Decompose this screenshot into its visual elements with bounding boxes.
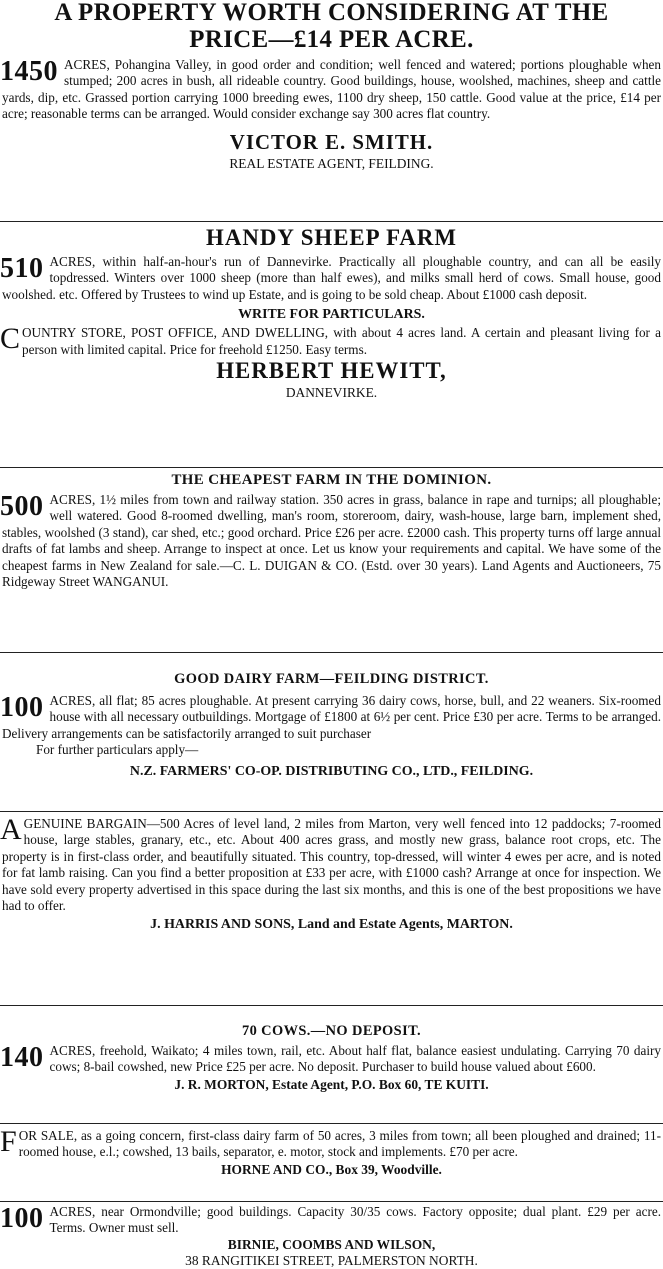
lead-acreage-number: 100	[0, 1203, 44, 1234]
drop-cap-letter: A	[0, 813, 22, 846]
ad-handy-sheep-farm	[0, 224, 663, 401]
ad-body-text: ACRES, all flat; 85 acres ploughable. At present carrying 36 dairy cows, horse, bull, and 22 weaners. Six-roomed house with all necessary outbuildings. Mortgage of £1800 at 6½ per cent. Price £30 per acre. Terms to be arranged. Delivery arrangements can be satisfactorily arranged to suit purchaser	[2, 693, 661, 741]
lead-acreage-number: 510	[0, 253, 44, 284]
lead-acreage-number: 1450	[0, 56, 58, 87]
agent-line: J. R. MORTON, Estate Agent, P.O. Box 60, TE KUITI.	[174, 1076, 489, 1092]
lead-acreage-number: 500	[0, 491, 44, 522]
lead-acreage-number: 140	[0, 1042, 44, 1073]
agent-address: DANNEVIRKE.	[285, 385, 378, 401]
divider-rule	[0, 467, 663, 468]
ad-body-text: ACRES, freehold, Waikato; 4 miles town, rail, etc. About half flat, balance easiest undulating. Carrying 70 dairy cows; 8-bail cowshed, new Price £25 per acre. No deposit. Purchaser to build house valued about £600.	[49, 1043, 661, 1075]
divider-rule	[0, 811, 663, 812]
divider-rule	[0, 1123, 663, 1124]
ad-pohangina-valley	[0, 0, 663, 173]
agent-name: VICTOR E. SMITH.	[229, 129, 434, 154]
ad-body-text: OR SALE, as a going concern, first-class dairy farm of 50 acres, 3 miles from town; all been ploughed and drained; 11-roomed house, e.l.; cowshed, 13 bails, separator, e. motor, stock and implements. £70 per acre.	[18, 1128, 661, 1160]
agent-name: HERBERT HEWITT,	[216, 358, 447, 384]
drop-cap-letter: C	[0, 322, 21, 356]
divider-rule	[0, 1005, 663, 1006]
drop-cap-letter: F	[0, 1125, 17, 1158]
divider-rule	[0, 652, 663, 653]
ad-headline-line-2: PRICE—£14 PER ACRE.	[189, 26, 474, 53]
ad-body-text: ACRES, Pohangina Valley, in good order and condition; well fenced and watered; portions ploughable when stumped; 200 acres in bush, all rideable country. Good buildings, house, woolshed, machines, sheep and cattle yards, dip, etc. Grassed portion carrying 1000 breeding ewes, 1100 dry sheep, 150 cattle. Good value at the price, £14 per acre; reasonable terms can be arranged. Would consider exchange say 300 acres flat country.	[2, 57, 661, 122]
ad-body-text: ACRES, within half-an-hour's run of Dannevirke. Practically all ploughable country, and can all be easily topdressed. Winters over 1000 sheep (more than half ewes), and milks small herd of cows. Small house, good woolshed. etc. Offered by Trustees to wind up Estate, and is going to be sold cheap. About £1000 cash deposit.	[2, 254, 661, 302]
ad-ormondville	[0, 1204, 663, 1269]
agent-address: REAL ESTATE AGENT, FEILDING.	[229, 155, 434, 171]
ad-seventy-cows	[0, 1022, 663, 1094]
ad-good-dairy-farm	[0, 670, 663, 781]
ad-body-text: ACRES, near Ormondville; good buildings. Capacity 30/35 cows. Factory opposite; dual plant. £29 per acre. Terms. Owner must sell.	[49, 1204, 661, 1236]
ad-body-text: ACRES, 1½ miles from town and railway station. 350 acres in grass, balance in rape and turnips; all ploughable; well watered. Good 8-roomed dwelling, man's room, storeroom, dairy, wash-house, large barn, implement shed, stables, woolshed (3 stand), car shed, etc.; good orchard. Price £26 per acre. £2000 cash. This property turns off large annual drafts of fat lambs and sheep. Arrange to inspect at once. Let us know your requirements and capital. We have some of the cheapest farms in New Zealand for sale.—C. L. DUIGAN & CO. (Estd. over 30 years). Land Agents and Auctioneers, 75 Ridgeway Street WANGANUI.	[2, 492, 661, 590]
ad-headline-line-1: A PROPERTY WORTH CONSIDERING AT THE	[54, 0, 609, 26]
ad-for-sale-dairy	[0, 1125, 663, 1178]
agent-line: J. HARRIS AND SONS, Land and Estate Agents, MARTON.	[150, 917, 513, 933]
ad-body-text: GENUINE BARGAIN—500 Acres of level land, 2 miles from Marton, very well fenced into 12 paddocks; 7-roomed house, large stables, granary, etc., etc. About 400 acres grass, and mostly new grass, balance root crops, etc. The property is in first-class order, and beautifully situated. This country, top-dressed, will winter 4 ewes per acre, and is noted for fat lamb raising. Can you find a better proposition at £33 per acre, with £1000 cash? Arrange at once for inspection. We have sold every property advertised in this space during the last six months, and this is one of the best propositions we have had to offer.	[2, 816, 661, 914]
divider-rule	[0, 221, 663, 222]
ad-cheapest-farm	[0, 471, 663, 590]
agent-address: 38 RANGITIKEI STREET, PALMERSTON NORTH.	[185, 1252, 478, 1268]
divider-rule	[0, 1201, 663, 1202]
agent-line: N.Z. FARMERS' CO-OP. DISTRIBUTING CO., LTD., FEILDING.	[129, 763, 534, 779]
lead-acreage-number: 100	[0, 692, 44, 723]
ad-headline: 70 COWS.—NO DEPOSIT.	[241, 1023, 422, 1039]
ad-body-text-2: OUNTRY STORE, POST OFFICE, AND DWELLING, with about 4 acres land. A certain and pleasant living for a person with limited capital. Price for freehold £1250. Easy terms.	[22, 325, 661, 357]
ad-headline: HANDY SHEEP FARM	[206, 225, 457, 250]
agent-line: HORNE AND CO., Box 39, Woodville.	[221, 1161, 442, 1177]
apply-line: For further particulars apply—	[36, 742, 199, 758]
ad-subheading: WRITE FOR PARTICULARS.	[238, 307, 425, 323]
ad-headline: THE CHEAPEST FARM IN THE DOMINION.	[171, 472, 492, 488]
ad-genuine-bargain	[0, 813, 663, 934]
agent-name: BIRNIE, COOMBS AND WILSON,	[227, 1236, 436, 1252]
ad-headline: GOOD DAIRY FARM—FEILDING DISTRICT.	[174, 671, 489, 687]
